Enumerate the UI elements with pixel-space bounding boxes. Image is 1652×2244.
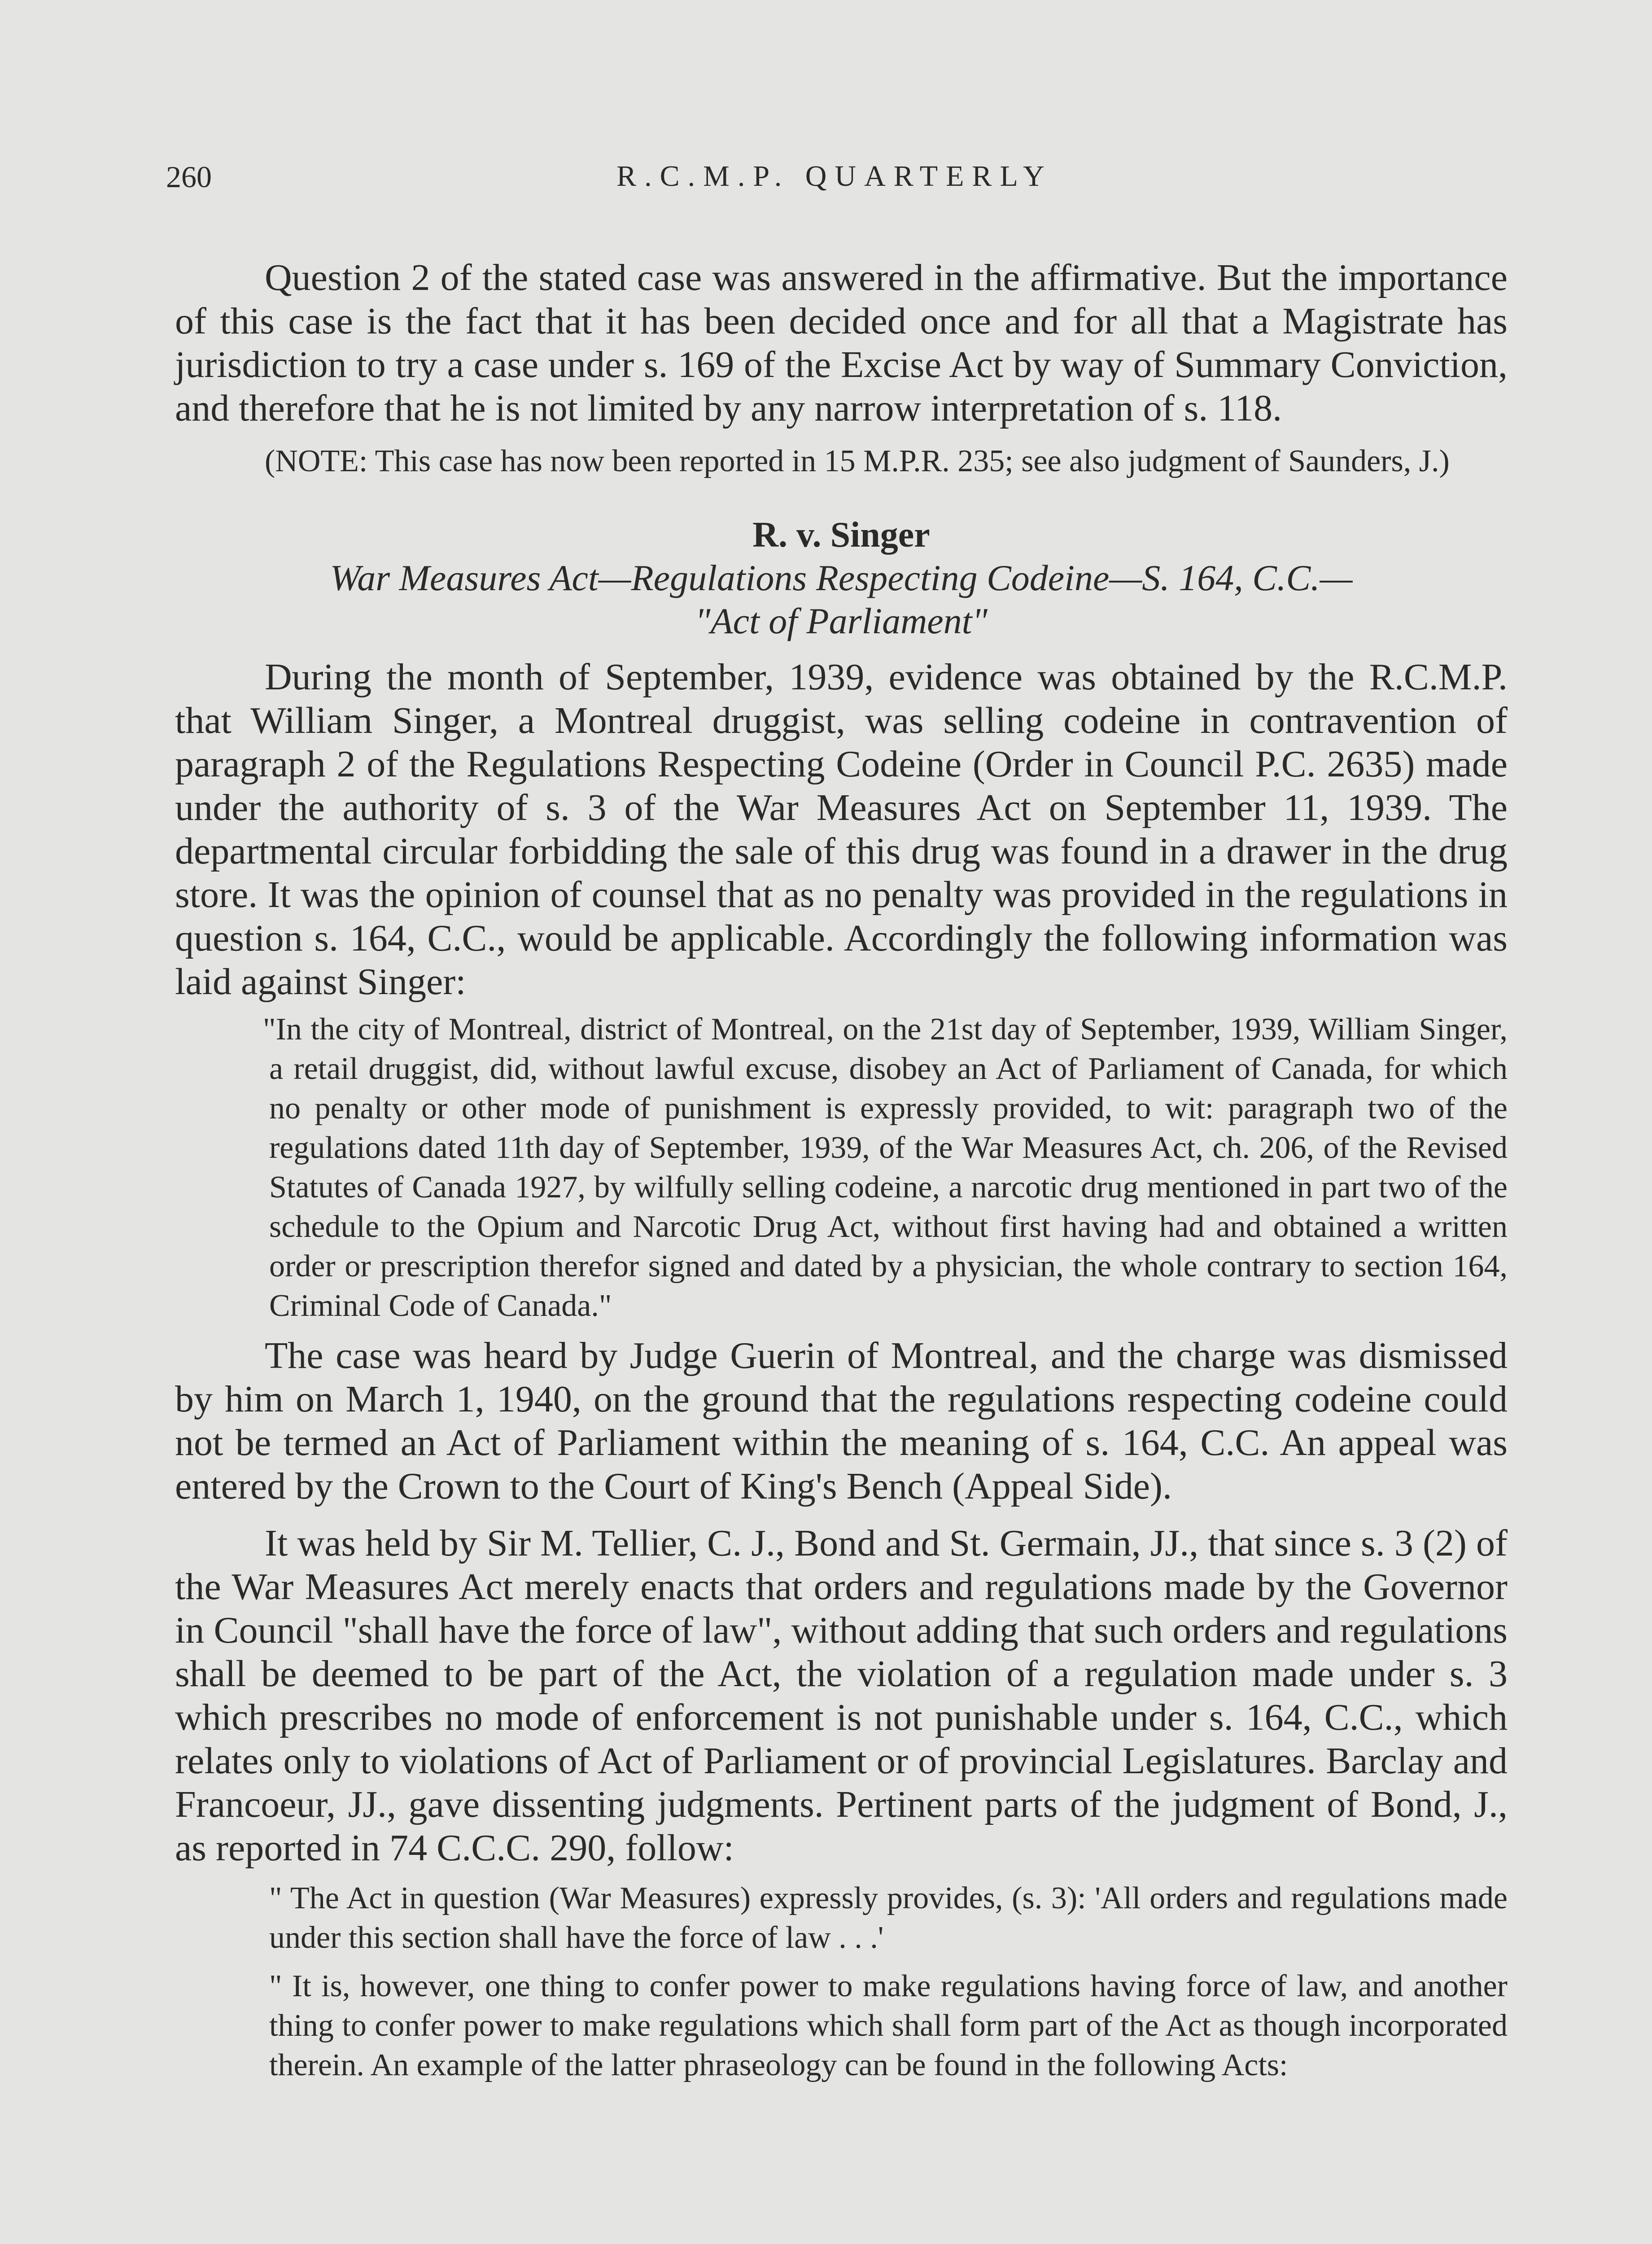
paragraph-held: It was held by Sir M. Tellier, C. J., Bond and St. Germain, JJ., that since s. 3 (2) of the War Measures Act merely enacts that orders and regulations made by the Governor in Council "shall have the force of law", without adding that such orders and regulations shall be deemed to be part of the Act, the violation of a regulation made under s. 3 which prescribes no mode of enforcement is not punishable under s. 164, C.C., which relates only to violations of Act of Parliament or of provincial Legislatures. Barclay and Francoeur, JJ., gave dissenting judgments. Pertinent parts of the judgment of Bond, J., as reported in 74 C.C.C. 290, follow: bbox=[175, 1522, 1508, 1869]
case-subtitle-line-2: "Act of Parliament" bbox=[695, 600, 988, 641]
quote-confer-power: " It is, however, one thing to confer power to make regulations having force of law, and another thing to confer power to make regulations which shall form part of the Act as though incorporated therein. An example of the latter phraseology can be found in the following Acts: bbox=[269, 1969, 1508, 2082]
case-subtitle-line-1: War Measures Act—Regulations Respecting Codeine—S. 164, C.C.— bbox=[330, 557, 1353, 598]
quote-information: "In the city of Montreal, district of Montreal, on the 21st day of September, 1939, William Singer, a retail druggist, did, without lawful excuse, disobey an Act of Parliament of Canada, for which no penalty or other mode of punishment is expressly provided, to wit: paragraph two of the regulations dated 11th day of September, 1939, of the War Measures Act, ch. 206, of the Revised Statutes of Canada 1927, by wilfully selling codeine, a narcotic drug mentioned in part two of the schedule to the Opium and Narcotic Drug Act, without first having had and obtained a written order or prescription therefor signed and dated by a physician, the whole contrary to section 164, Criminal Code of Canada." bbox=[263, 1012, 1508, 1323]
quote-act-provides: " The Act in question (War Measures) expressly provides, (s. 3): 'All orders and regulations made under this section shall have the force of law . . .' bbox=[269, 1881, 1508, 1955]
paragraph-stated-case: Question 2 of the stated case was answered in the affirmative. But the importance of this case is the fact that it has been decided once and for all that a Magistrate has jurisdiction to try a case under s. 169 of the Excise Act by way of Summary Conviction, and therefore that he is not limited by any narrow interpretation of s. 118. bbox=[175, 257, 1508, 429]
article-body bbox=[175, 256, 1508, 2085]
case-title: R. v. Singer bbox=[752, 515, 930, 555]
page-number: 260 bbox=[166, 160, 212, 194]
running-head: R.C.M.P. QUARTERLY bbox=[616, 160, 1053, 193]
page-header bbox=[166, 159, 1503, 213]
paragraph-evidence: During the month of September, 1939, evidence was obtained by the R.C.M.P. that William Singer, a Montreal druggist, was selling codeine in contravention of paragraph 2 of the Regulations Respecting Codeine (Order in Council P.C. 2635) made under the authority of s. 3 of the War Measures Act on September 11, 1939. The departmental circular forbidding the sale of this drug was found in a drawer in the drug store. It was the opinion of counsel that as no penalty was provided in the regulations in question s. 164, C.C., would be applicable. Accordingly the following information was laid against Singer: bbox=[175, 656, 1508, 1003]
note-paragraph: (NOTE: This case has now been reported in 15 M.P.R. 235; see also judgment of Saunders, J.) bbox=[265, 444, 1450, 478]
paragraph-case-heard: The case was heard by Judge Guerin of Montreal, and the charge was dismissed by him on March 1, 1940, on the ground that the regulations respecting codeine could not be termed an Act of Parliament within the meaning of s. 164, C.C. An appeal was entered by the Crown to the Court of King's Bench (Appeal Side). bbox=[175, 1335, 1508, 1507]
